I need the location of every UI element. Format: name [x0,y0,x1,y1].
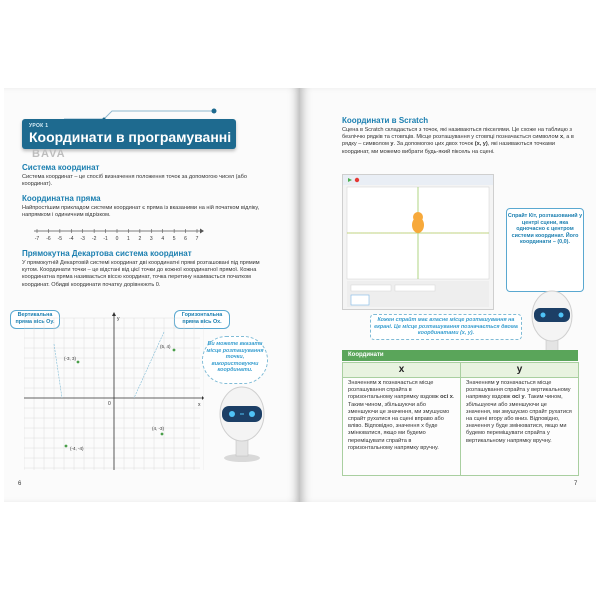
col-y-text: Значенням y позначається місце розташування спрайта у вертикальному напрямку вздовж осі y. Таким чином, збільшуючи або зменшуючи це значення, ми змушуємо спрайт рухатися на сцені вгору або вниз. Відповідно, значення y буде змінюватися, якщо ми будемо переміщувати спрайта у вертикальному напрямку вручну. [466,380,572,444]
numline-tick-label: -5 [57,236,63,242]
numline-tick-label: -1 [103,236,108,242]
point-2-label: (5, 4) [160,344,171,349]
table-header: Координати [342,350,578,361]
axis-y-label: y [117,316,120,322]
numline-tick-label: 1 [127,236,130,242]
col-x-text: Значенням x позначається місце розташування спрайта в горизонтальному напрямку вздовж осі x. Таким чином, збільшуючи або зменшуючи це значення, ми змушуємо спрайт рухатися на сцені вправо або вліво. Відповідно, значення x буде змінюватися, якщо ми будемо переміщувати спрайта в горизонтальному напрямку вручну. [348,380,455,451]
callout-each-sprite: Кожен спрайт має власне місце розташування на екрані. Це місце розташування позначається двома координатами (x, y). [370,314,522,340]
text-scratch: Сцена в Scratch складається з точок, які називаються пікселями. Це схоже на таблицю з безліччю рядків та стовпців. Місце розташування у стовпці позначається символом x, а в рядку – символом y. За допомогою цих двох точок (x, y), які називаються точками координат, ми можемо вибрати будь-який піксель на сцені. [342,127,574,155]
robot-illustration [210,384,274,464]
axis-x-label: x [198,402,201,408]
coordinate-grid [24,312,204,472]
numline-tick-label: -3 [80,236,85,242]
page-number-left: 6 [18,481,22,487]
heading-rect: Прямокутна Декартова система координат [22,249,192,258]
numline-tick-label: 2 [138,236,142,242]
callout-robot: Ви можете вказати місце розташування точки, використовуючи координати. [202,336,268,384]
callout-horizontal-axis: Горизонтальна пряма вісь Ox. [174,310,230,329]
callout-sprite: Спрайт Кіт, розташований у центрі сцени, яка одночасно є центром системи координат. Його координати – (0,0). [506,208,584,292]
col-x-head: x [398,364,405,375]
text-rect: У прямокутній Декартовій системі координат дві координатні прямі розташовані під прямим кутом. Координати точки – це відстані від цієї точки до кожної координатної прямої. Кожна координатна пряма називається віссю координат, точка перетину називається початком координат. Обидві координати початку дорівнюють 0. [22,260,260,288]
col-y-head: y [516,364,523,375]
numline-tick-label: 3 [149,236,153,242]
point-3-label: (-4, -4) [70,446,84,451]
book-spread [4,88,596,502]
numline-tick-label: 4 [161,236,165,242]
numline-tick-label: -4 [69,236,74,242]
numline-tick-label: 0 [115,236,119,242]
heading-scratch: Координати в Scratch [342,116,429,125]
table-col-x [342,362,461,476]
point-1 [77,361,80,364]
numline-tick-label: 5 [172,236,176,242]
lesson-label: УРОК 1 [29,123,49,129]
point-2 [173,349,176,352]
numline-tick-label: -6 [46,236,51,242]
page-title: Координати в програмуванні [29,129,232,145]
numline-tick-label: -7 [34,236,40,242]
point-3 [65,445,68,448]
lesson-banner [22,119,236,149]
heading-system: Система координат [22,163,100,172]
scratch-stage-screenshot [342,174,494,310]
numline-tick-label: -2 [91,236,97,242]
text-line: Найпростішим прикладом системи координат є пряма із вказаними на ній початком відліку, напрямком і одиничним відрізком. [22,205,260,219]
page-number-right: 7 [574,481,578,487]
origin-label: 0 [108,401,111,407]
text-system: Система координат – це спосіб визначення положення точок за допомогою чисел (або координат). [22,174,247,188]
left-page [4,88,300,502]
number-line [34,226,204,244]
numline-tick-label: 6 [184,236,187,242]
point-4-label: (4, -3) [152,426,165,431]
numline-tick-label: 7 [195,236,199,242]
right-page [300,88,596,502]
point-1-label: (-3, 3) [64,356,77,361]
watermark: BAVA [32,148,66,160]
callout-vertical-axis: Вертикальна пряма вісь Oy. [10,310,60,329]
table-col-y [460,362,579,476]
point-4 [161,433,164,436]
heading-line: Координатна пряма [22,194,101,203]
